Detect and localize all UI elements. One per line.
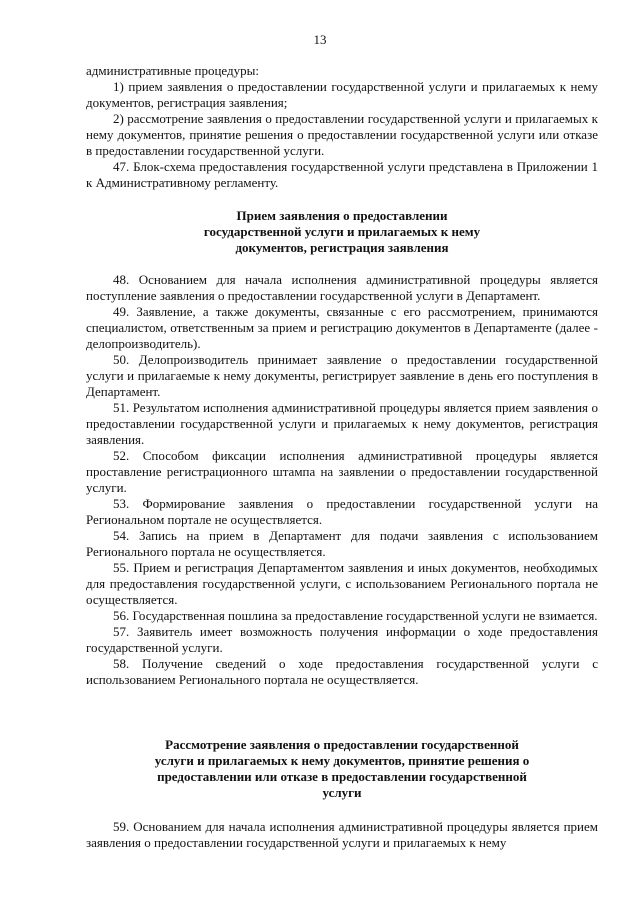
paragraph: 58. Получение сведений о ходе предоставления государственной услуги с использованием Регионального портала не осуществляется. <box>86 656 598 687</box>
intro-block <box>86 63 598 191</box>
paragraph: 50. Делопроизводитель принимает заявление о предоставлении государственной услуги и прилагаемые к нему документы, регистрирует заявление в день его поступления в Департамент. <box>86 352 598 399</box>
section-heading: Рассмотрение заявления о предоставлении государственной услуги и прилагаемых к нему документов, принятие решения о предоставлении или отказе в предоставлении государственной услуги <box>154 737 530 800</box>
paragraph: 55. Прием и регистрация Департаментом заявления и иных документов, необходимых для предоставления государственной услуги, с использованием Регионального портала не осуществляется. <box>86 560 598 607</box>
paragraph: 47. Блок-схема предоставления государственной услуги представлена в Приложении 1 к Административному регламенту. <box>86 159 598 190</box>
paragraph: 53. Формирование заявления о предоставлении государственной услуги на Региональном портале не осуществляется. <box>86 496 598 527</box>
paragraph: 1) прием заявления о предоставлении государственной услуги и прилагаемых к нему документов, регистрация заявления; <box>86 79 598 110</box>
page-number: 13 <box>313 32 327 47</box>
paragraph: 48. Основанием для начала исполнения административной процедуры является поступление заявления о предоставлении государственной услуги в Департамент. <box>86 272 598 303</box>
section-body <box>86 272 598 688</box>
paragraph: 59. Основанием для начала исполнения административной процедуры является прием заявления о предоставлении государственной услуги и прилагаемых к нему <box>86 819 598 850</box>
paragraph: 56. Государственная пошлина за предоставление государственной услуги не взимается. <box>113 608 598 623</box>
paragraph: 54. Запись на прием в Департамент для подачи заявления с использованием Регионального портала не осуществляется. <box>86 528 598 559</box>
paragraph: административные процедуры: <box>86 63 259 78</box>
paragraph: 51. Результатом исполнения административной процедуры является прием заявления о предоставлении государственной услуги и прилагаемых к нему документов, регистрация заявления. <box>86 400 598 447</box>
section-body <box>86 819 598 851</box>
paragraph: 52. Способом фиксации исполнения административной процедуры является проставление регистрационного штампа на заявлении о предоставлении государственной услуги. <box>86 448 598 495</box>
paragraph: 57. Заявитель имеет возможность получения информации о ходе предоставления государственной услуги. <box>86 624 598 655</box>
paragraph: 2) рассмотрение заявления о предоставлении государственной услуги и прилагаемых к нему документов, принятие решения о предоставлении государственной услуги или отказе в предоставлении государственной услуги. <box>86 111 598 158</box>
section-heading: Прием заявления о предоставлении государственной услуги и прилагаемых к нему документов, регистрация заявления <box>203 208 481 255</box>
paragraph: 49. Заявление, а также документы, связанные с его рассмотрением, принимаются специалистом, ответственным за прием и регистрацию документов в Департаменте (далее - делопроизводитель). <box>86 304 598 351</box>
